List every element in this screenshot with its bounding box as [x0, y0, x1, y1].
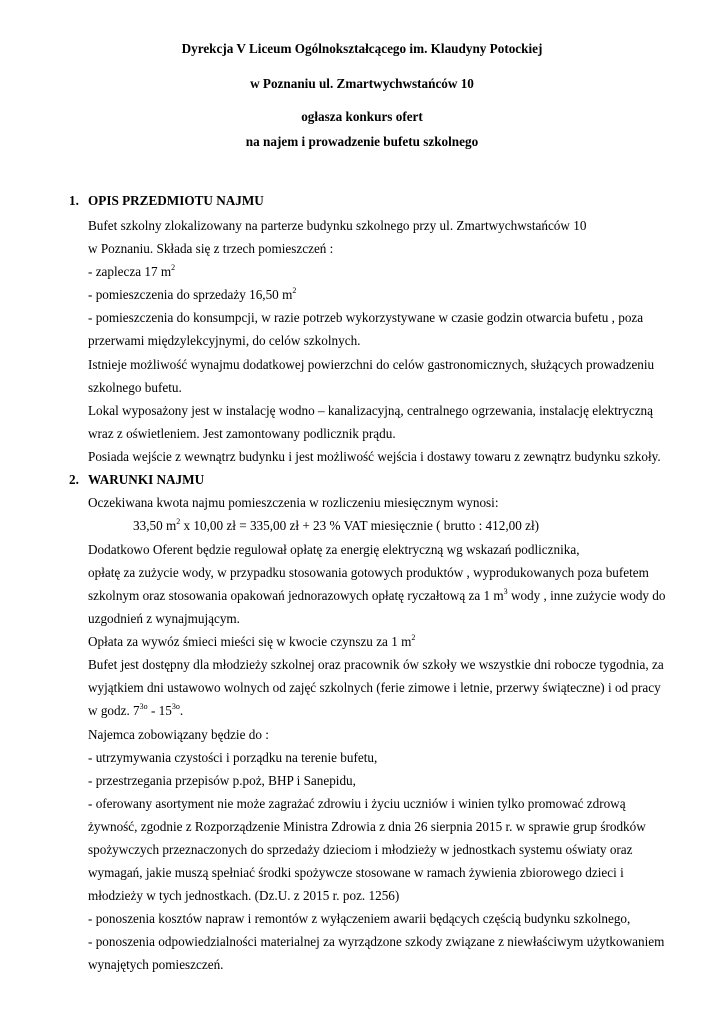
- header-announcement: ogłasza konkurs ofert: [301, 109, 423, 124]
- paragraph-line: - pomieszczenia do konsumpcji, w razie potrzeb wykorzystywane w czasie godzin otwarcia bufetu , poza: [88, 310, 644, 325]
- paragraph-line: szkolnego bufetu.: [88, 380, 182, 395]
- paragraph-line: Posiada wejście z wewnątrz budynku i jest możliwość wejścia i dostawy towaru z zewnątrz budynku szkoły.: [88, 449, 661, 464]
- opening-hours: w godz. $7^{3o} - 15^{3o}$.: [88, 702, 184, 718]
- paragraph-line: Opłata za wywóz śmieci mieści się w kwocie czynszu za 1 $m^2$: [88, 633, 416, 649]
- section-2-title: WARUNKI NAJMU: [88, 472, 205, 487]
- paragraph-line: wymagań, jakie muszą spełniać środki spożywcze stosowane w ramach żywienia zbiorowego dzieci i: [88, 865, 624, 880]
- paragraph-line: szkolnym oraz stosowania opakowań jednorazowych opłatę ryczałtową za 1 $m^3$ wody , inne zużycie wody do: [88, 587, 666, 603]
- paragraph-line: Oczekiwana kwota najmu pomieszczenia w rozliczeniu miesięcznym wynosi:: [88, 495, 499, 510]
- paragraph-line: Bufet jest dostępny dla młodzieży szkolnej oraz pracownik ów szkoły we wszystkie dni robocze tygodnia, za: [88, 657, 664, 672]
- list-item: - ponoszenia kosztów napraw i remontów z wyłączeniem awarii będących częścią budynku szkolnego,: [88, 911, 631, 926]
- rent-calculation: 33,50 $m^2$ x 10,00 zł = 335,00 zł + 23 % VAT miesięcznie ( brutto : 412,00 zł): [133, 517, 540, 533]
- header-address: w Poznaniu ul. Zmartwychwstańców 10: [250, 76, 474, 91]
- paragraph-line: młodzieży w tych jednostkach. (Dz.U. z 2015 r. poz. 1256): [88, 888, 400, 903]
- header-institution: Dyrekcja V Liceum Ogólnokształcącego im. Klaudyny Potockiej: [181, 41, 543, 56]
- paragraph-line: opłatę za zużycie wody, w przypadku stosowania gotowych produktów , wyprodukowanych poza bufetem: [88, 565, 649, 580]
- paragraph-line: wraz z oświetleniem. Jest zamontowany podlicznik prądu.: [88, 426, 396, 441]
- paragraph-line: Istnieje możliwość wynajmu dodatkowej powierzchni do celów gastronomicznych, służących prowadzeniu: [88, 357, 655, 372]
- paragraph-line: - pomieszczenia do sprzedaży 16,50 $m^2$: [88, 286, 297, 302]
- section-2-number: 2.: [69, 472, 79, 487]
- paragraph-line: wyjątkiem dni ustawowo wolnych od zajęć szkolnych (ferie zimowe i letnie, przerwy świąteczne) i od pracy: [88, 680, 661, 695]
- paragraph-line: Bufet szkolny zlokalizowany na parterze budynku szkolnego przy ul. Zmartwychwstańców 10: [88, 218, 587, 233]
- list-item: - utrzymywania czystości i porządku na terenie bufetu,: [88, 750, 378, 765]
- paragraph-line: w Poznaniu. Składa się z trzech pomieszczeń :: [88, 241, 334, 256]
- header-subject: na najem i prowadzenie bufetu szkolnego: [245, 134, 479, 149]
- paragraph-line: Lokal wyposażony jest w instalację wodno – kanalizacyjną, centralnego ogrzewania, instalację elektryczną: [88, 403, 653, 418]
- paragraph-line: przerwami międzylekcyjnymi, do celów szkolnych.: [88, 333, 361, 348]
- section-1-title: OPIS PRZEDMIOTU NAJMU: [88, 193, 264, 208]
- list-item: - oferowany asortyment nie może zagrażać zdrowiu i życiu uczniów i winien tylko promować zdrową: [88, 796, 626, 811]
- paragraph-line: wynajętych pomieszczeń.: [88, 957, 224, 972]
- paragraph-line: Najemca zobowiązany będzie do :: [88, 727, 269, 742]
- section-1-number: 1.: [69, 193, 79, 208]
- list-item: - ponoszenia odpowiedzialności materialnej za wyrządzone szkody związane z niewłaściwym użytkowaniem: [88, 934, 665, 949]
- paragraph-line: uzgodnień z wynajmującym.: [88, 611, 240, 626]
- paragraph-line: - zaplecza 17 $m^2$: [88, 263, 176, 279]
- paragraph-line: żywność, zgodnie z Rozporządzenie Ministra Zdrowia z dnia 26 sierpnia 2015 r. w sprawie grup środków: [88, 819, 646, 834]
- paragraph-line: spożywczych przeznaczonych do sprzedaży dzieciom i młodzieży w jednostkach systemu oświaty oraz: [88, 842, 633, 857]
- list-item: - przestrzegania przepisów p.poż, BHP i Sanepidu,: [88, 773, 356, 788]
- paragraph-line: Dodatkowo Oferent będzie regulował opłatę za energię elektryczną wg wskazań podlicznika,: [88, 542, 580, 557]
